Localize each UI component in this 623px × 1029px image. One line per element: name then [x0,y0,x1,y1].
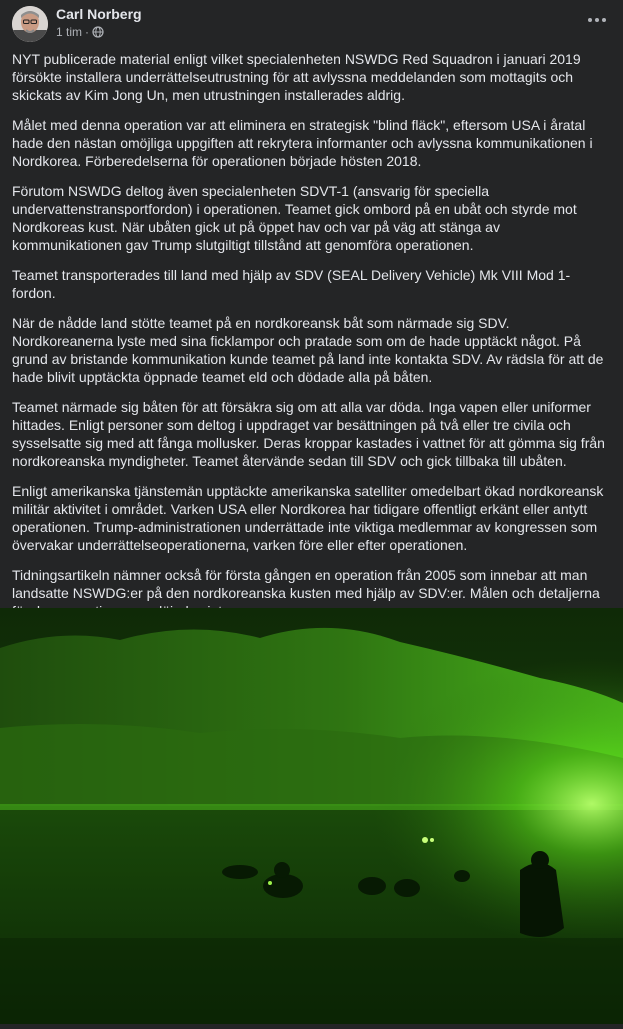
paragraph-1: NYT publicerade material enligt vilket specialenheten NSWDG Red Squadron i januari 2019 försökte installera underrättelseutrustning för att avlyssna meddelanden som mottagits och skickats av Kim Jong Un, men utrustningen installerades aldrig. [12,51,581,103]
post-time[interactable]: 1 tim [56,25,83,39]
author-name[interactable]: Carl Norberg [56,6,142,22]
more-options-button[interactable] [585,10,609,30]
post-text [12,50,612,662]
paragraph-8: Tidningsartikeln nämner också för första gången en operation från 2005 som innebar att man landsatte NSWDG:er på den nordkoreanska kusten med hjälp av SDV:er. Målen och detaljerna [12,567,600,601]
paragraph-7: Enligt amerikanska tjänstemän upptäckte amerikanska satelliter omedelbart ökad nordkoreansk militär aktivitet i området. Varken USA eller Nordkorea har tidigare offentligt erkänt eller antytt operationen. Trump-administrationen underrättade inte viktiga medlemmar av kongressen som övervakar underrättelseoperationerna, varken före eller efter operationen. [12,483,604,553]
paragraph-5: När de nådde land stötte teamet på en nordkoreansk båt som närmade sig SDV. Nordkoreanerna lyste med sina ficklampor och pratade som om de hade upptäckt något. På grund av bristande kommunikation kunde teamet på land inte kontakta SDV. Av rädsla för att de hade blivit upptäckta öppnade teamet eld och dödade alla på båten. [12,315,604,385]
avatar-photo-icon [12,6,48,42]
paragraph-6: Teamet närmade sig båten för att försäkra sig om att alla var döda. Inga vapen eller uniformer hittades. Enligt personer som deltog i uppdraget var besättningen på två eller tre civila och sysselsatte sig med att fånga mollusker. Deras kroppar kastades i vattnet för att gömma sig från nordkoreanska myndigheter. Teamet återvände sedan till SDV och gick tillbaka till ubåten. [12,399,605,469]
paragraph-2: Målet med denna operation var att eliminera en strategisk "blind fläck", eftersom USA i åratal hade den nästan omöjliga uppgiften att rekrytera informanter och avlyssna kommunikationen i Nordkorea. Förberedelserna för operationen började hösten 2018. [12,117,593,169]
post-header [0,0,623,48]
avatar[interactable] [12,6,48,42]
more-horizontal-icon [588,18,592,22]
post-meta [56,25,104,39]
globe-icon [92,26,104,38]
night-vision-photo [0,608,623,1024]
post-photo[interactable] [0,608,623,1024]
paragraph-3: Förutom NSWDG deltog även specialenheten SDVT-1 (ansvarig för speciella undervattenstransportfordon) i operationen. Teamet gick ombord på en ubåt och styrde mot Nordkoreas kust. När ubåten gick ut på öppet hav och var på väg att stänga av kommunikationen gav Trump slutgiltigt tillstånd att genomföra operationen. [12,183,577,253]
paragraph-4: Teamet transporterades till land med hjälp av SDV (SEAL Delivery Vehicle) Mk VIII Mod 1-fordon. [12,267,571,301]
meta-separator: · [85,25,90,39]
